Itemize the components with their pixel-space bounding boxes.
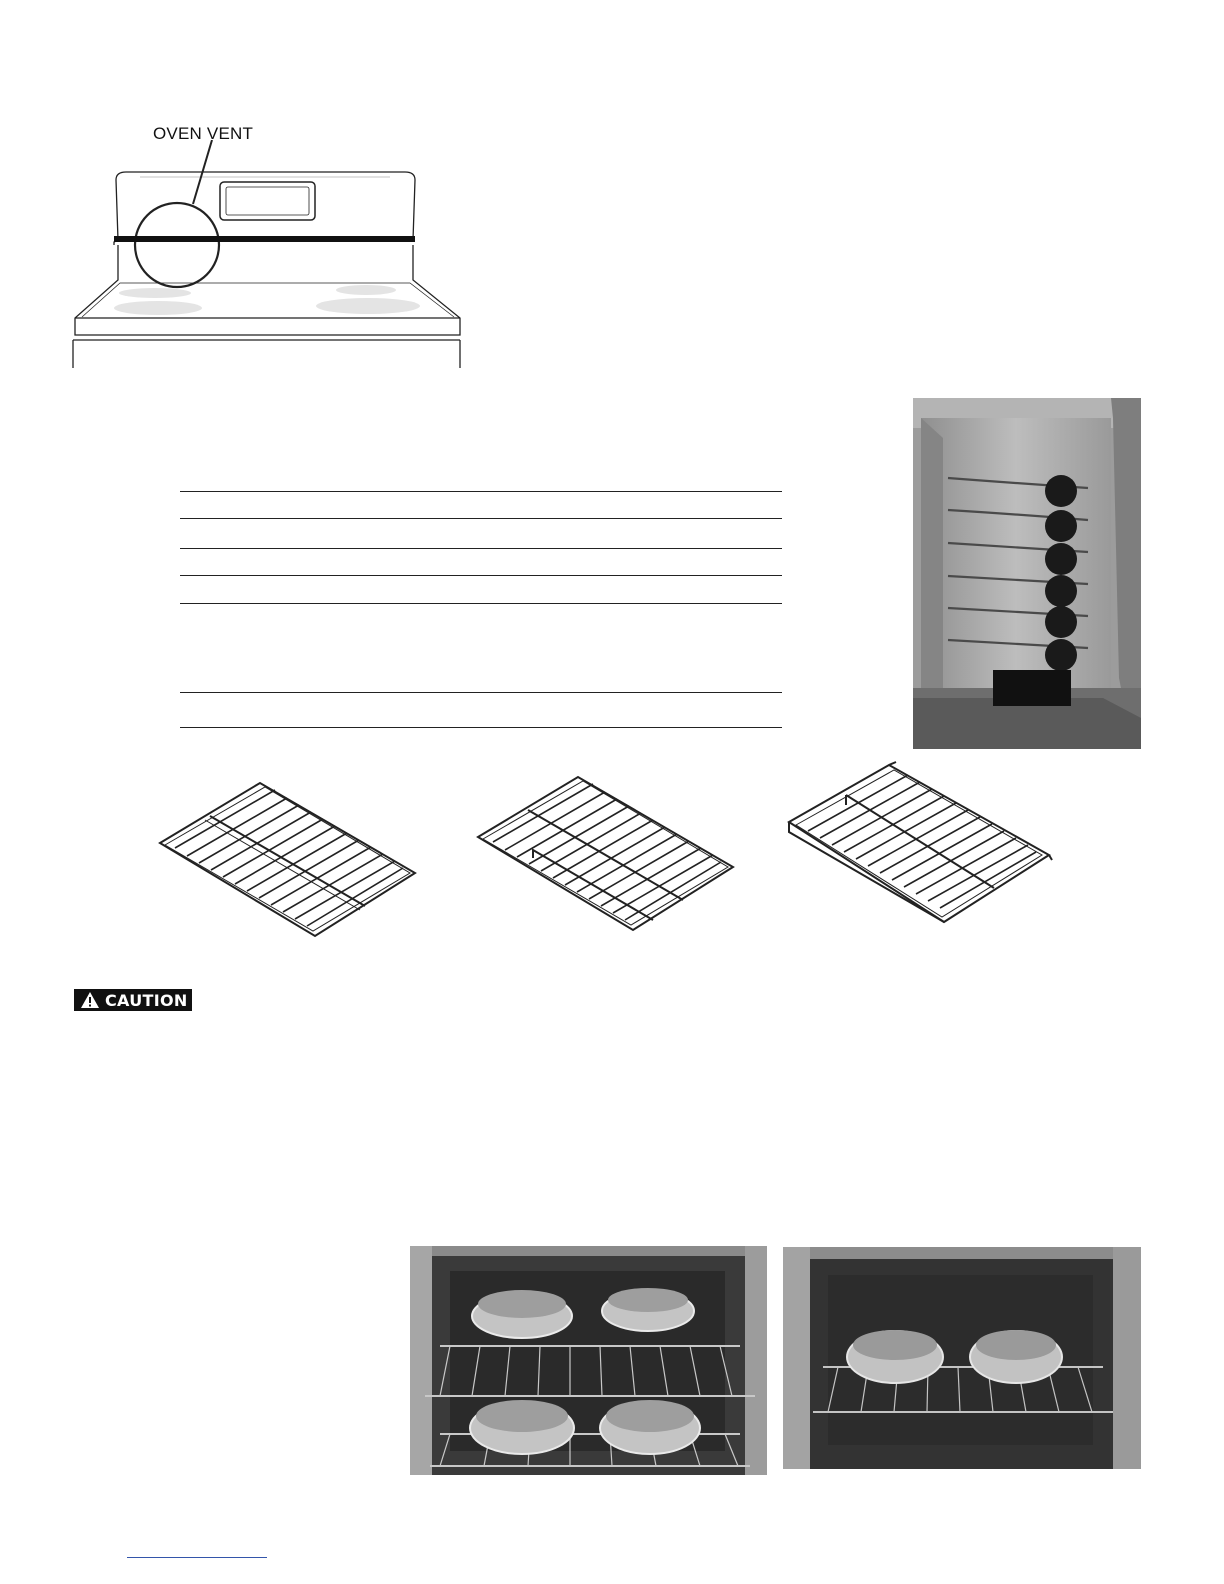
rack-position-marker bbox=[1045, 639, 1077, 671]
caution-badge bbox=[74, 989, 192, 1011]
offset-rack-illustration bbox=[473, 772, 738, 937]
rack-position-marker bbox=[1045, 475, 1077, 507]
footer-link-underline bbox=[127, 1557, 267, 1558]
warning-triangle-icon bbox=[80, 991, 100, 1009]
table-rule bbox=[180, 727, 782, 728]
two-rack-baking-photo bbox=[410, 1246, 767, 1475]
range-top-illustration bbox=[70, 140, 465, 370]
handle-rack-illustration bbox=[784, 760, 1056, 930]
rack-position-marker bbox=[1045, 510, 1077, 542]
rack-position-marker bbox=[1045, 543, 1077, 575]
table-rule bbox=[180, 603, 782, 604]
table-rule bbox=[180, 491, 782, 492]
one-rack-baking-photo bbox=[783, 1247, 1141, 1469]
table-rule bbox=[180, 692, 782, 693]
flat-rack-illustration bbox=[155, 778, 420, 943]
rack-position-marker bbox=[1045, 606, 1077, 638]
table-rule bbox=[180, 518, 782, 519]
table-rule bbox=[180, 548, 782, 549]
rack-position-marker bbox=[1045, 575, 1077, 607]
caution-label: CAUTION bbox=[105, 990, 188, 1010]
rack-positions-photo bbox=[913, 398, 1141, 749]
rack-position-table bbox=[180, 491, 782, 731]
oven-vent-label: OVEN VENT bbox=[153, 124, 254, 143]
table-rule bbox=[180, 575, 782, 576]
